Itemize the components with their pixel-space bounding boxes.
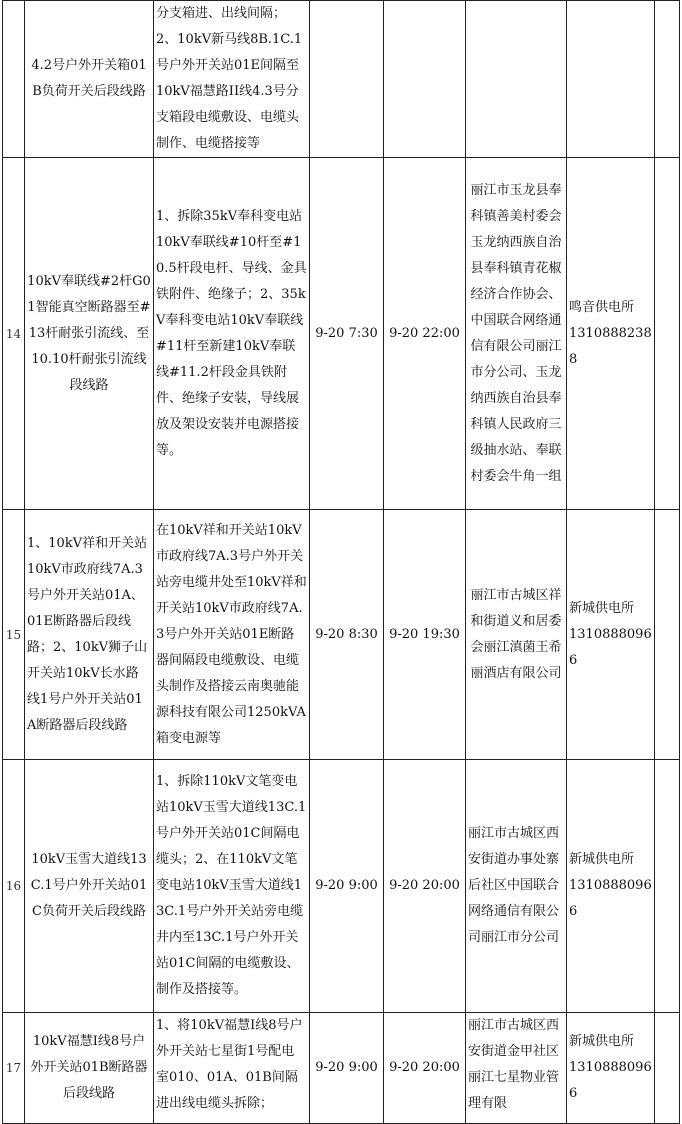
row-number: 16 — [3, 760, 25, 1013]
unit-phone: 13108882388 — [569, 325, 652, 367]
table-row — [3, 1013, 680, 1124]
work-content-cell: 1、拆除35kV奉科变电站10kV奉联线#10杆至#10.5杆段电杆、导线、金具铁附件、绝缘子；2、35kV奉科变电站10kV奉联线#11杆至新建10kV奉联线#11.2杆段金具铁附件、绝缘子安装，导线展放及架设安装并电源搭接等。 — [154, 158, 310, 510]
outage-table — [2, 0, 680, 1124]
affected-area-cell: 丽江市古城区祥和街道义和居委会丽江滇菌王希丽酒店有限公司 — [466, 510, 567, 760]
table-row — [3, 760, 680, 1013]
contact-unit-cell — [567, 510, 655, 760]
affected-area-cell: 丽江市古城区西安街道金甲社区丽江七星物业管理有限 — [466, 1013, 567, 1124]
start-time-cell: 9-20 9:00 — [310, 760, 384, 1013]
end-time-cell — [384, 1, 466, 158]
unit-name: 新城供电所 — [569, 600, 635, 616]
remark-cell — [655, 510, 680, 760]
affected-area-cell: 丽江市玉龙县奉科镇善美村委会玉龙纳西族自治县奉科镇青花椒经济合作协会、中国联合网络通信有限公司丽江市分公司、玉龙纳西族自治县奉科镇人民政府三级抽水站、奉联村委会牛角一组 — [466, 158, 567, 510]
row-number: 17 — [3, 1013, 25, 1124]
contact-unit-cell — [567, 158, 655, 510]
start-time-cell: 9-20 7:30 — [310, 158, 384, 510]
unit-name: 鸣音供电所 — [569, 299, 635, 315]
outage-line-cell: 4.2号户外开关箱01B负荷开关后段线路 — [25, 1, 154, 158]
unit-phone: 13108880966 — [569, 1060, 652, 1101]
end-time-cell: 9-20 19:30 — [384, 510, 466, 760]
row-number: 14 — [3, 158, 25, 510]
remark-cell — [655, 760, 680, 1013]
table-row — [3, 158, 680, 510]
end-time-cell: 9-20 22:00 — [384, 158, 466, 510]
affected-area-cell: 丽江市古城区西安街道办事处寨后社区中国联合网络通信有限公司丽江市分公司 — [466, 760, 567, 1013]
work-content-cell: 1、将10kV福慧Ⅰ线8号户外开关站七星街1号配电室010、01A、01B间隔进出线电缆头拆除； — [154, 1013, 310, 1124]
remark-cell — [655, 1, 680, 158]
remark-cell — [655, 158, 680, 510]
table-row — [3, 1, 680, 158]
work-content-cell: 在10kV祥和开关站10kV市政府线7A.3号户外开关站旁电缆井处至10kV祥和开关站10kV市政府线7A.3号户外开关站01E断路器间隔段电缆敷设、电缆头制作及搭接云南奥驰能源科技有限公司1250kVA箱变电源等 — [154, 510, 310, 760]
unit-phone: 13108880966 — [569, 878, 652, 919]
contact-unit-cell — [567, 760, 655, 1013]
contact-unit-cell — [567, 1013, 655, 1124]
end-time-cell: 9-20 20:00 — [384, 760, 466, 1013]
unit-phone: 13108880966 — [569, 626, 652, 668]
unit-name: 新城供电所 — [569, 852, 635, 867]
start-time-cell: 9-20 8:30 — [310, 510, 384, 760]
outage-line-cell: 10kV玉雪大道线13C.1号户外开关站01C负荷开关后段线路 — [25, 760, 154, 1013]
start-time-cell — [310, 1, 384, 158]
row-number — [3, 1, 25, 158]
unit-name: 新城供电所 — [569, 1034, 635, 1049]
start-time-cell: 9-20 9:00 — [310, 1013, 384, 1124]
table-row — [3, 510, 680, 760]
row-number: 15 — [3, 510, 25, 760]
outage-line-cell: 10kV福慧Ⅰ线8号户外开关站01B断路器后段线路 — [25, 1013, 154, 1124]
remark-cell — [655, 1013, 680, 1124]
outage-line-cell: 1、10kV祥和开关站10kV市政府线7A.3号户外开关站01A、01E断路器后段线路；2、10kV狮子山开关站10kV长水路线1号户外开关站01A断路器后段线路 — [25, 510, 154, 760]
work-content-cell: 分支箱进、出线间隔；2、10kV新马线8B.1C.1号户外开关站01E间隔至10kV福慧路II线4.3号分支箱段电缆敷设、电缆头制作、电缆搭接等 — [154, 1, 310, 158]
outage-line-cell: 10kV奉联线#2杆G01智能真空断路器至#13杆耐张引流线、至10.10杆耐张引流线段线路 — [25, 158, 154, 510]
contact-unit-cell — [567, 1, 655, 158]
affected-area-cell — [466, 1, 567, 158]
end-time-cell: 9-20 20:00 — [384, 1013, 466, 1124]
work-content-cell: 1、拆除110kV文笔变电站10kV玉雪大道线13C.1号户外开关站01C间隔电缆头；2、在110kV文笔变电站10kV玉雪大道线13C.1号户外开关站旁电缆井内至13C.1号户外开关站01C间隔的电缆敷设、制作及搭接等。 — [154, 760, 310, 1013]
